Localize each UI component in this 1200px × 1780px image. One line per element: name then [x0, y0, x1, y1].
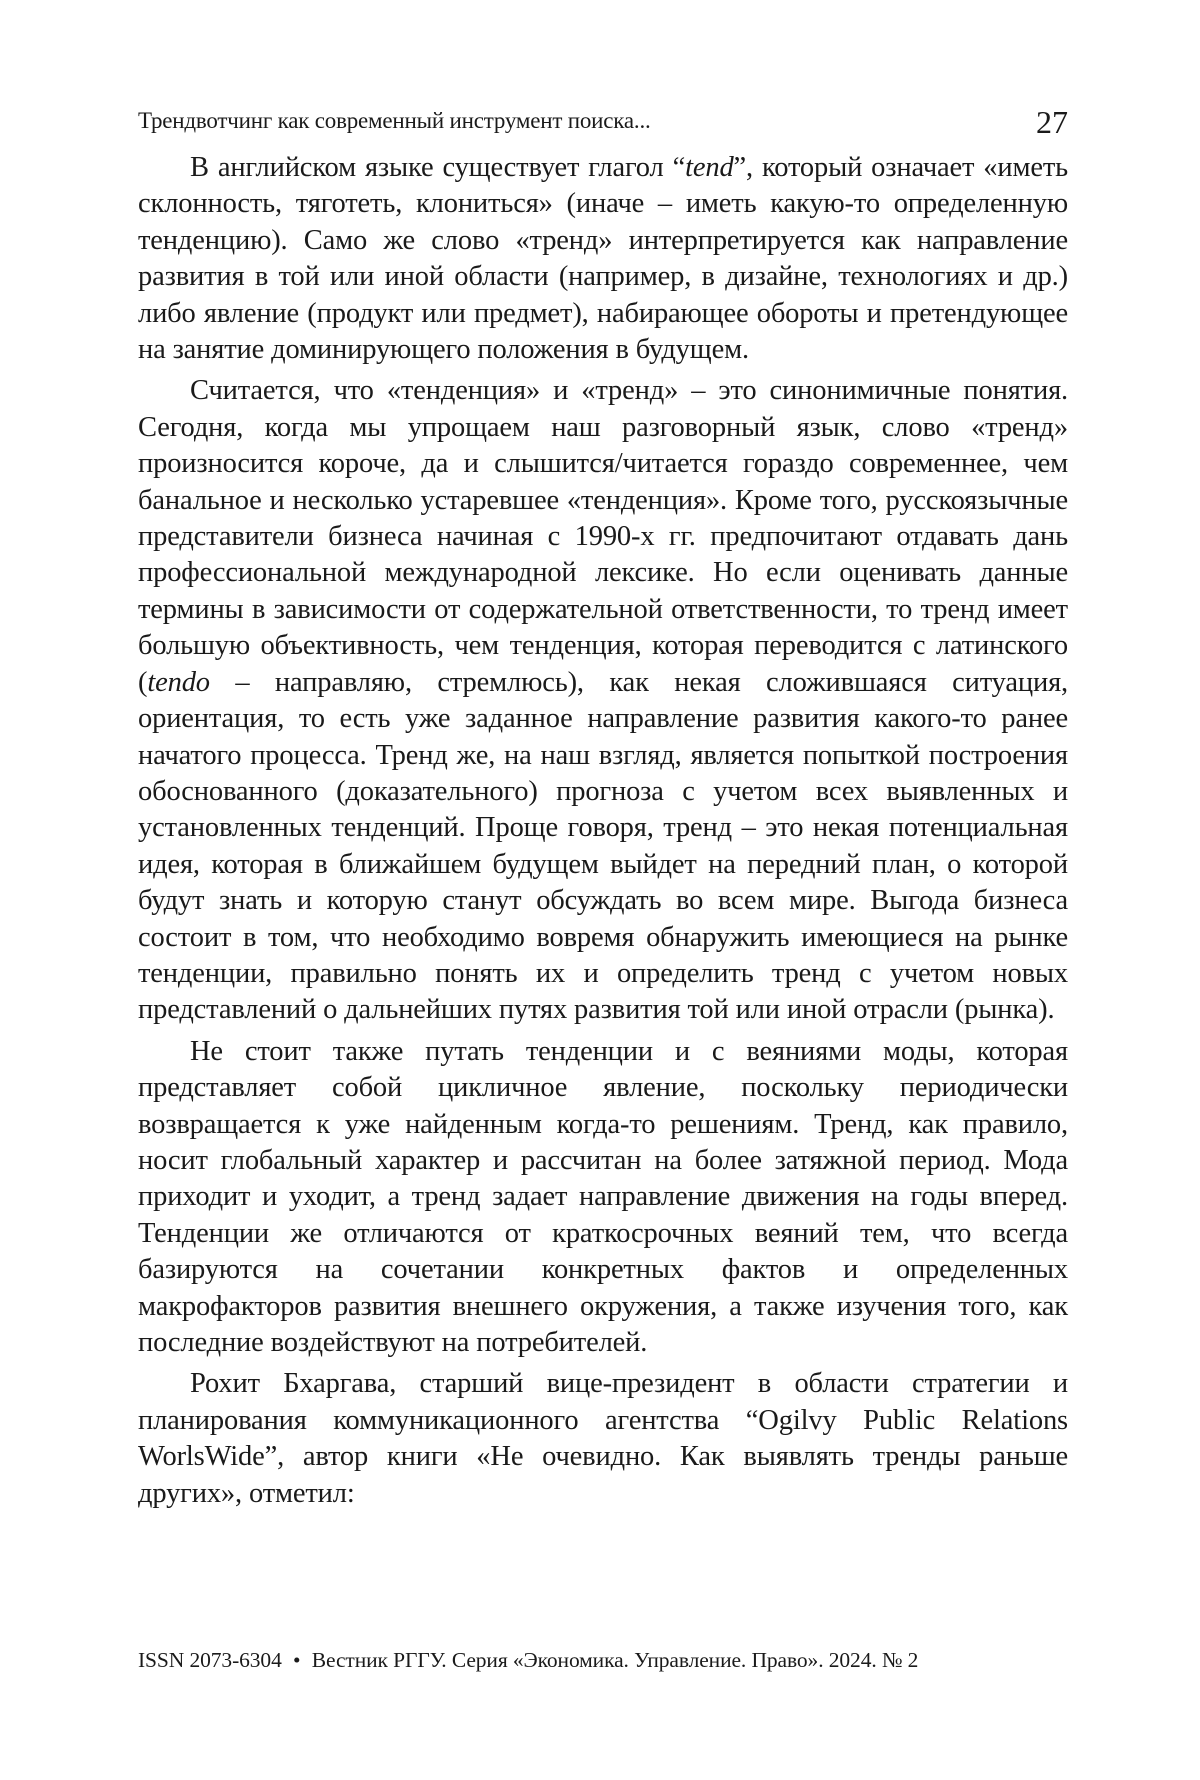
paragraph-2-text-b: – направляю, стремлюсь), как некая сложившаяся ситуация, ориентация, то есть уже заданное направление развития какого-то ранее начатого процесса. Тренд же, на наш взгляд, является попыткой построения обоснованного (доказательного) прогноза с учетом всех выявленных и установленных тенденций. Проще говоря, тренд – это некая потенциальная идея, которая в ближайшем будущем выйдет на передний план, о которой будут знать и которую станут обсуждать во всем мире. Выгода бизнеса состоит в том, что необходимо вовремя обнаружить имеющиеся на рынке тенденции, правильно понять их и определить тренд с учетом новых представлений о дальнейших путях развития той или иной отрасли (рынка).: [138, 666, 1068, 1026]
paragraph-1-text-b: ”, который означает «иметь склонность, тяготеть, клониться» (иначе – иметь какую-то определенную тенденцию). Само же слово «тренд» интерпретируется как направление развития в той или иной области (например, в дизайне, технологиях и др.) либо явление (продукт или предмет), набирающее обороты и претендующее на занятие доминирующего положения в будущем.: [138, 152, 1069, 366]
footer-issn: ISSN 2073-6304: [138, 1648, 282, 1672]
paragraph-2: [138, 373, 1068, 1028]
paragraph-2-text-a: Считается, что «тенденция» и «тренд» – это синонимичные понятия. Сегодня, когда мы упрощаем наш разговорный язык, слово «тренд» произносится короче, да и слышится/читается гораздо современнее, чем банальное и несколько устаревшее «тенденция». Кроме того, русскоязычные представители бизнеса начиная с 1990-х гг. предпочитают отдавать дань профессиональной международной лексике. Но если оценивать данные термины в зависимости от содержательной ответственности, то тренд имеет большую объективность, чем тенденция, которая переводится с латинского (: [138, 375, 1068, 698]
paragraph-3: Не стоит также путать тенденции и с веяниями моды, которая представляет собой цикличное явление, поскольку периодически возвращается к уже найденным когда-то решениям. Тренд, как правило, носит глобальный характер и рассчитан на более затяжной период. Мода приходит и уходит, а тренд задает направление движения на годы вперед. Тенденции же отличаются от краткосрочных веяний тем, что всегда базируются на сочетании конкретных фактов и определенных макрофакторов развития внешнего окружения, а также изучения того, как последние воздействуют на потребителей.: [138, 1035, 1068, 1358]
running-title: Трендвотчинг как современный инструмент поиска...: [138, 108, 651, 133]
paragraph-4: Рохит Бхаргава, старший вице-президент в области стратегии и планирования коммуникационного агентства “Ogilvy Public Relations WorlsWide”, автор книги «Не очевидно. Как выявлять тренды раньше других», отметил:: [138, 1368, 1068, 1509]
footer-journal: Вестник РГГУ. Серия «Экономика. Управление. Право». 2024. № 2: [311, 1648, 919, 1672]
running-head: [138, 98, 1068, 138]
paragraph-1: [138, 150, 1068, 368]
paragraph-2-italic-term: tendo: [147, 666, 210, 698]
page-footer: [138, 1648, 1068, 1673]
footer-bullet: •: [293, 1648, 301, 1672]
paragraph-1-text-a: В английском языке существует глагол “: [190, 152, 686, 183]
article-body: [138, 150, 1068, 1512]
paragraph-1-italic-term: tend: [685, 152, 734, 183]
page-number: 27: [1036, 104, 1068, 140]
